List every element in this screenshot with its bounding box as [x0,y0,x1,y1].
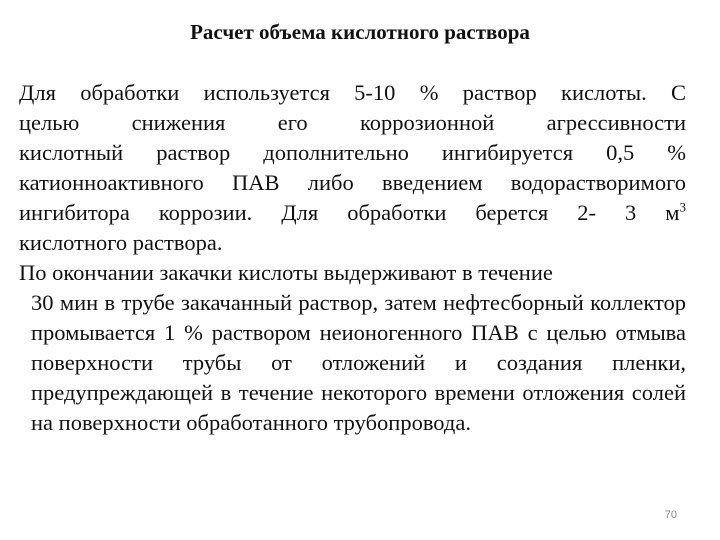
paragraph-2 [19,258,686,438]
paragraph-2-line-1: По окончании закачки кислоты выдерживают в течение [19,260,553,285]
paragraph-1-line-3: кислотный раствор дополнительно ингибируется 0,5 % [19,140,686,165]
page-number: 70 [664,509,677,521]
paragraph-1-line-2: целью снижения его коррозионной агрессивности [19,110,686,135]
paragraph-1-line-1: Для обработки используется 5-10 % раствор кислоты. С [19,80,686,105]
superscript-cubic: 3 [679,199,686,215]
paragraph-1-line-6: кислотного раствора. [19,230,223,255]
paragraph-1-line-5-text: ингибитора коррозии. Для обработки берется 2- 3 м [19,200,680,225]
slide-body [19,78,686,438]
paragraph-1-line-5 [19,198,686,228]
paragraph-2-rest: 30 мин в трубе закачанный раствор, затем нефтесборный коллектор промывается 1 % раствором неионогенного ПАВ с целью отмыва поверхности трубы от отложений и создания пленки, предупреждающей в течение некоторого времени отложения солей на поверхности обработанного трубопровода. [31,290,686,435]
slide-title: Расчет объема кислотного раствора [190,20,530,44]
paragraph-1-line-4: катионноактивного ПАВ либо введением водорастворимого [19,170,686,195]
paragraph-1 [19,78,686,258]
